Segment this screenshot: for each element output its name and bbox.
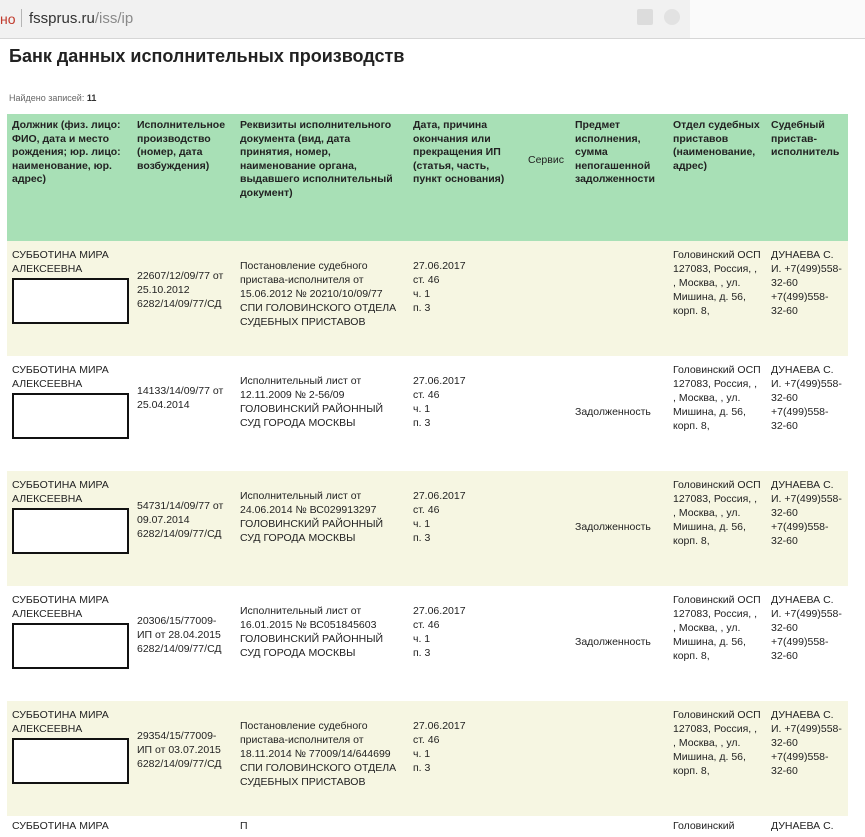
col-header-ip: Исполнительное производство (номер, дата возбуждения) [132, 114, 235, 241]
end-article: ст. 46 [413, 619, 440, 631]
subject-cell: Задолженность [570, 356, 668, 471]
subject-cell: Задолженность [570, 471, 668, 586]
subject-cell [570, 241, 668, 356]
end-date: 27.06.2017 [413, 260, 466, 272]
end-part: ч. 1 [413, 518, 431, 530]
end-date-cell [408, 241, 523, 356]
debtor-name: СУББОТИНА МИРА АЛЕКСЕЕВНА [12, 709, 109, 735]
service-cell[interactable] [523, 586, 570, 701]
ip-cell: 20306/15/77009-ИП от 28.04.2015 6282/14/09/77/СД [132, 586, 235, 701]
end-date-cell [408, 356, 523, 471]
service-cell[interactable] [523, 471, 570, 586]
table-header-row [7, 114, 848, 241]
service-cell[interactable] [523, 701, 570, 816]
debtor-name: СУББОТИНА МИРА АЛЕКСЕЕВНА [12, 479, 109, 505]
bailiff-cell: ДУНАЕВА С. И. +7(499)558-32-60 +7(499)558-32-60 [766, 701, 848, 816]
debtor-cell [7, 471, 132, 586]
redaction-box [12, 623, 129, 669]
end-point: п. 3 [413, 532, 431, 544]
debtor-cell [7, 356, 132, 471]
ip-cell: 14133/14/09/77 от 25.04.2014 [132, 356, 235, 471]
end-date-cell [408, 701, 523, 816]
records-found [9, 93, 96, 103]
document-cell: Исполнительный лист от 12.11.2009 № 2-56/09 ГОЛОВИНСКИЙ РАЙОННЫЙ СУД ГОРОДА МОСКВЫ [235, 356, 408, 471]
document-cell: Постановление судебного пристава-исполнителя от 18.11.2014 № 77009/14/644699 СПИ ГОЛОВИНСКОГО ОТДЕЛА СУДЕБНЫХ ПРИСТАВОВ [235, 701, 408, 816]
profile-icon[interactable] [664, 9, 680, 25]
document-cell: Исполнительный лист от 24.06.2014 № ВС029913297 ГОЛОВИНСКИЙ РАЙОННЫЙ СУД ГОРОДА МОСКВЫ [235, 471, 408, 586]
table-row [7, 701, 848, 816]
redaction-box [12, 278, 129, 324]
bailiff-cell: ДУНАЕВА С. [766, 816, 848, 837]
url-path: /iss/ip [94, 10, 134, 27]
url-field[interactable] [29, 10, 133, 27]
browser-address-bar[interactable] [0, 0, 865, 39]
end-point: п. 3 [413, 762, 431, 774]
bookmark-icon[interactable] [637, 9, 653, 25]
end-article: ст. 46 [413, 734, 440, 746]
table-row [7, 241, 848, 356]
debtor-cell: СУББОТИНА МИРА [7, 816, 132, 837]
table-row-partial [7, 816, 848, 837]
service-cell[interactable] [523, 241, 570, 356]
toolbar-blank-area [690, 0, 865, 38]
department-cell: Головинский ОСП 127083, Россия, , , Москва, , ул. Мишина, д. 56, корп. 8, [668, 471, 766, 586]
records-found-label: Найдено записей: [9, 93, 85, 103]
col-header-bailiff: Судебный пристав-исполнитель [766, 114, 848, 241]
ip-cell [132, 816, 235, 837]
end-part: ч. 1 [413, 633, 431, 645]
redaction-box [12, 508, 129, 554]
subject-cell: Задолженность [570, 586, 668, 701]
end-date: 27.06.2017 [413, 375, 466, 387]
ip-cell: 54731/14/09/77 от 09.07.2014 6282/14/09/77/СД [132, 471, 235, 586]
document-cell: Постановление судебного пристава-исполнителя от 15.06.2012 № 20210/10/09/77 СПИ ГОЛОВИНСКОГО ОТДЕЛА СУДЕБНЫХ ПРИСТАВОВ [235, 241, 408, 356]
department-cell: Головинский ОСП 127083, Россия, , , Москва, , ул. Мишина, д. 56, корп. 8, [668, 701, 766, 816]
records-found-count: 11 [86, 93, 97, 103]
subject-cell [570, 816, 668, 837]
col-header-debtor: Должник (физ. лицо: ФИО, дата и место рождения; юр. лицо: наименование, юр. адрес) [7, 114, 132, 241]
bailiff-cell: ДУНАЕВА С. И. +7(499)558-32-60 +7(499)558-32-60 [766, 471, 848, 586]
ip-cell: 29354/15/77009-ИП от 03.07.2015 6282/14/09/77/СД [132, 701, 235, 816]
end-date: 27.06.2017 [413, 490, 466, 502]
address-separator [21, 9, 22, 27]
department-cell: Головинский [668, 816, 766, 837]
col-header-end-date: Дата, причина окончания или прекращения ИП (статья, часть, пункт основания) [408, 114, 523, 241]
end-point: п. 3 [413, 302, 431, 314]
end-article: ст. 46 [413, 504, 440, 516]
end-part: ч. 1 [413, 748, 431, 760]
end-date-cell [408, 471, 523, 586]
col-header-department: Отдел судебных приставов (наименование, адрес) [668, 114, 766, 241]
department-cell: Головинский ОСП 127083, Россия, , , Москва, , ул. Мишина, д. 56, корп. 8, [668, 356, 766, 471]
table-row [7, 586, 848, 701]
bailiff-cell: ДУНАЕВА С. И. +7(499)558-32-60 +7(499)558-32-60 [766, 586, 848, 701]
debtor-cell [7, 241, 132, 356]
document-cell: Исполнительный лист от 16.01.2015 № ВС051845603 ГОЛОВИНСКИЙ РАЙОННЫЙ СУД ГОРОДА МОСКВЫ [235, 586, 408, 701]
service-cell[interactable] [523, 816, 570, 837]
debtor-name: СУББОТИНА МИРА АЛЕКСЕЕВНА [12, 594, 109, 620]
end-point: п. 3 [413, 647, 431, 659]
end-article: ст. 46 [413, 389, 440, 401]
url-host: fssprus.ru [29, 10, 95, 27]
department-cell: Головинский ОСП 127083, Россия, , , Москва, , ул. Мишина, д. 56, корп. 8, [668, 586, 766, 701]
end-point: п. 3 [413, 417, 431, 429]
department-cell: Головинский ОСП 127083, Россия, , , Москва, , ул. Мишина, д. 56, корп. 8, [668, 241, 766, 356]
table-row [7, 471, 848, 586]
end-date: 27.06.2017 [413, 720, 466, 732]
service-cell[interactable] [523, 356, 570, 471]
page-title: Банк данных исполнительных производств [9, 46, 405, 66]
bailiff-cell: ДУНАЕВА С. И. +7(499)558-32-60 +7(499)558-32-60 [766, 356, 848, 471]
end-date: 27.06.2017 [413, 605, 466, 617]
table-row [7, 356, 848, 471]
ip-cell: 22607/12/09/77 от 25.10.2012 6282/14/09/77/СД [132, 241, 235, 356]
redaction-box [12, 738, 129, 784]
debtor-cell [7, 701, 132, 816]
end-part: ч. 1 [413, 288, 431, 300]
end-part: ч. 1 [413, 403, 431, 415]
end-date-cell [408, 586, 523, 701]
bailiff-cell: ДУНАЕВА С. И. +7(499)558-32-60 +7(499)558-32-60 [766, 241, 848, 356]
end-date-cell [408, 816, 523, 837]
debtor-name: СУББОТИНА МИРА АЛЕКСЕЕВНА [12, 364, 109, 390]
redaction-box [12, 393, 129, 439]
col-header-service: Сервис [523, 114, 570, 241]
col-header-subject: Предмет исполнения, сумма непогашенной задолженности [570, 114, 668, 241]
col-header-document: Реквизиты исполнительного документа (вид, дата принятия, номер, наименование органа, выдавшего исполнительный документ) [235, 114, 408, 241]
debtor-name: СУББОТИНА МИРА АЛЕКСЕЕВНА [12, 249, 109, 275]
subject-cell [570, 701, 668, 816]
results-table [7, 114, 848, 837]
end-article: ст. 46 [413, 274, 440, 286]
debtor-cell [7, 586, 132, 701]
security-indicator[interactable]: но [0, 11, 16, 27]
document-cell: П [235, 816, 408, 837]
